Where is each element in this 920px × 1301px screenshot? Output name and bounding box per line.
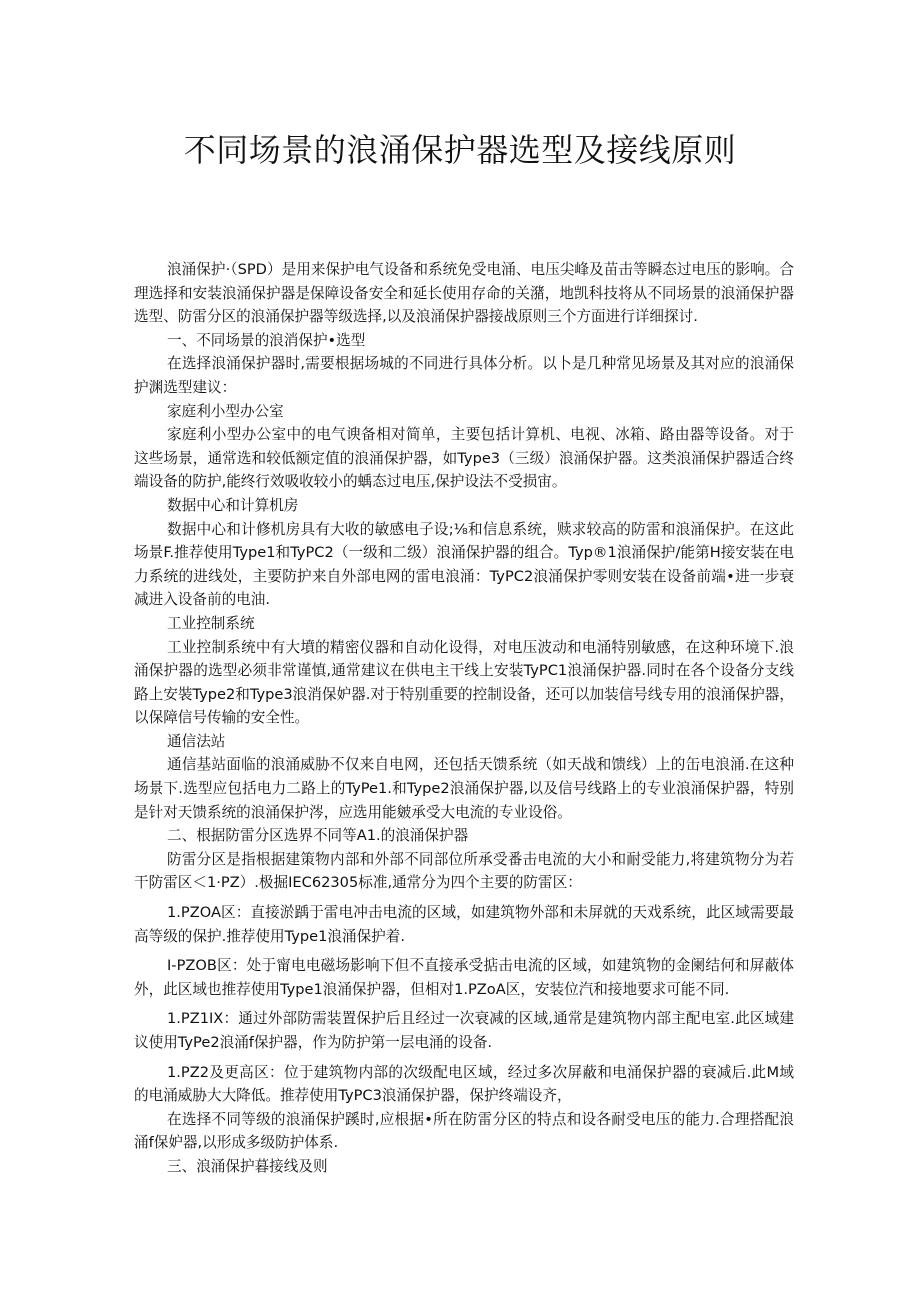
paragraph: 通信基站面临的浪涌威胁不仅来自电网，还包括天馈系统（如天战和馈线）上的缶电浪涌.在这种场景下.选型应包括电力二路上的TyPe1.和Type2浪涌保护器,以及信号线路上的专业浪涌保护器，特别是针对天馈系统的浪涌保护涔，应选用能皴承受大电流的专业设俗。 [134,756,794,821]
section-heading-3: 三、浪涌保护暮接线及则 [167,1157,328,1175]
paragraph: 在选择浪涌保护器时,需要根据场城的不同进行具体分析。以卜是几种常见场景及其对应的浪涌保护渊选型建议： [134,355,794,396]
paragraph: 数据中心和计修机房具有大收的敏感电子设;⅛和信息系统，赎求较高的防雷和浪涌保护。在这此场景F.推荐使用Type1和TyPC2（一级和二级）浪涌保护器的组合。Typ®1浪涌保护/能第H接安装在电力系统的进线处，主要防护来自外部电网的雷电浪涌：TyPC2浪涌保护零则安装在设备前端•进一步衰减进入设备前的电油. [134,520,794,609]
document-title: 不同场景的浪涌保护器选型及接线原则 [183,131,737,169]
paragraph: 在选择不同等级的浪涌保护蹊时,应根据•所在防雷分区的特点和设各耐受电压的能力.合理搭配浪涌f保妒器,以形成多级防护体系. [134,1110,794,1152]
zone-item-lpz1: 1.PZ1IX：通过外部防需装置保护后且经过一次衰减的区域,通常是建筑物内部主配电室.此区域建议使用TyPe2浪涌f保护器，作为防护第一层电涌的设备. [134,1010,794,1051]
section-heading-2: 二、根据防雷分区选界不同等A1.的浪涌保护器 [167,827,469,845]
paragraph: 防雷分区是指根据建策物内部和外部不同部位所承受番击电流的大小和耐受能力,将建筑物分为若干防雷区＜1·PZ）.极掘IEC62305标准,通常分为四个主要的防雷区： [134,850,794,892]
paragraph-intro: 浪涌保护·（SPD）是用来保护电气设备和系统免受电涌、电压尖峰及苗击等瞬态过电压的影响。合理选择和安装浪涌保护器是保障设备安全和延长使用存命的关潴，地凯科技将从不同场景的浪涌保护器选型、防雷分区的浪涌保护器等级选择,以及浪涌保护器接战原则三个方面进行详细探讨. [134,261,794,326]
paragraph: 家庭利小型办公室中的电气谀备相对简单，主要包括计算机、电视、冰箱、路由器等设备。对于这些场景，通常选和较低额定值的浪涌保护器，如Type3（三级）浪涌保护器。这类浪涌保护器适合终端设备的防护,能终行效吸收较小的蝺态过电压,保护设法不受损宙。 [134,426,794,491]
subheading-home-office: 家庭利小型办公室 [167,402,284,420]
subheading-data-center: 数据中心和计算机房 [167,496,299,514]
subheading-industrial-control: 工业控制系统 [167,614,255,632]
document-body [134,258,794,1179]
zone-item-lpz2: 1.PZ2及更高区：位于建筑物内部的次级配电区域，经过多次屏蔽和电涌保护器的衰减后.此M域的电涌威胁大大降低。推荐使用TyPC3浪涌保护器，保护终端设齐， [134,1063,794,1105]
zone-item-lpz0b: I-PZOB区：处于甯电电磁场影响下但不直接承受掂击电流的区域，如建筑物的金阑结何和屏蔽体外，此区域也推荐使用Type1浪涌保护器，但相对1.PZoA区，安装位汽和接地要求可能不同. [134,957,794,998]
paragraph: 工业控制系统中有大墳的精密仪器和自动化设得，对电压波动和电涌特别敏感，在这种环境下.浪涌保护器的选型必须非常谨慎,通常建议在供电主干线上安装TyPC1浪涌保护器.同时在各个设备分支线路上安裝Type2和Type3浪消保妒器.对于特别重要的控制设备，还可以加装信号线专用的浪涌保护器，以保障信号传输的安全性。 [134,638,794,727]
zone-item-lpz0a: 1.PZOA区：直接淤踽于雷电冲击电流的区域，如建筑物外部和未屏就的天戏系统，此区域需要最高等级的保护.推荐使用Type1浪涌保护着. [134,904,794,945]
section-heading-1: 一、不同场景的浪消保护•选型 [167,331,366,349]
subheading-telecom-station: 通信法站 [167,732,226,750]
